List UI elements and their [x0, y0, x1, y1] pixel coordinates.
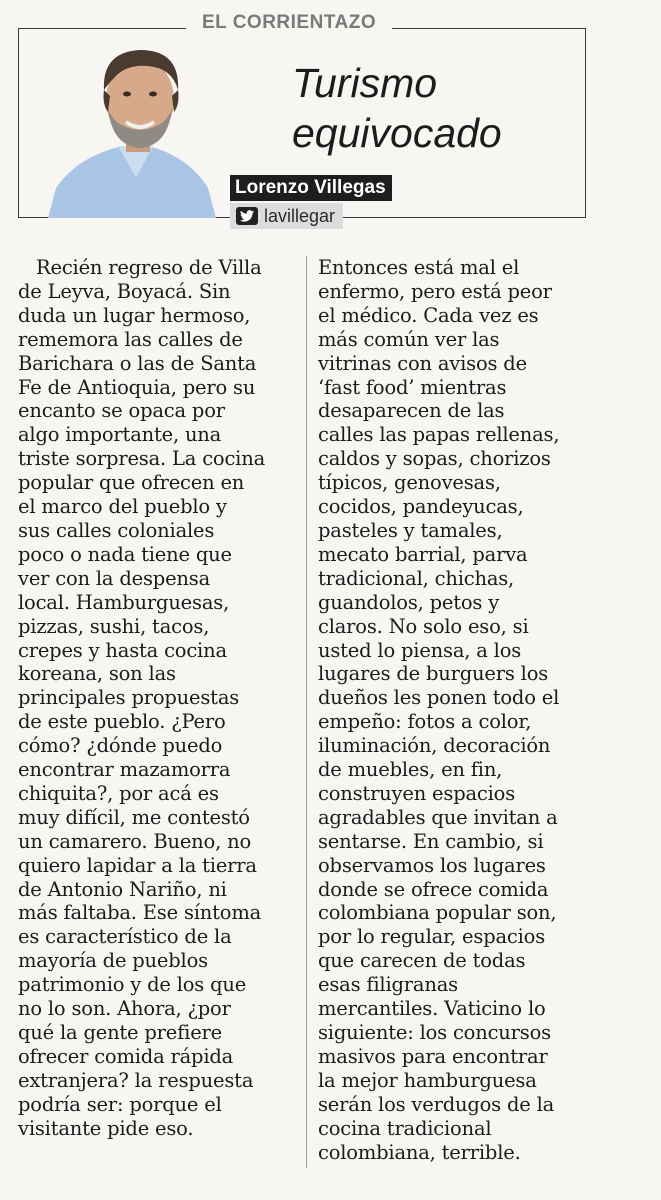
article-line: local. Hamburguesas,	[18, 590, 230, 614]
article-line: popular que ofrecen en	[18, 471, 245, 495]
article-line: serán los verdugos de la	[318, 1092, 555, 1116]
article-line: caldos y sopas, chorizos	[318, 447, 551, 471]
article-line: construyen espacios	[318, 781, 516, 805]
article-line: ‘fast food’ mientras	[318, 375, 507, 399]
article-line: extranjera? la respuesta	[18, 1068, 254, 1092]
article-line: cocina tradicional	[318, 1116, 492, 1140]
article-line: la mejor hamburguesa	[318, 1068, 537, 1092]
article-line: observamos los lugares	[318, 853, 546, 877]
article-line: rememora las calles de	[18, 327, 243, 351]
article-line: masivos para encontrar	[318, 1044, 548, 1068]
article-line: de este pueblo. ¿Pero	[18, 710, 226, 734]
article-line: cocidos, pandeyucas,	[318, 495, 524, 519]
article-line: lugares de burguers los	[318, 662, 549, 686]
article-column-right	[318, 256, 601, 1164]
article-line: el marco del pueblo y	[18, 495, 227, 519]
article-line: mercantiles. Vaticino lo	[318, 997, 546, 1021]
article-line: podría ser: porque el	[18, 1092, 222, 1116]
section-label: EL CORRIENTAZO	[186, 12, 392, 34]
article-line: qué la gente prefiere	[18, 1021, 222, 1044]
article-line: no lo son. Ahora, ¿por	[18, 997, 231, 1021]
article-line: siguiente: los concursos	[318, 1021, 551, 1044]
column-divider	[306, 256, 307, 1168]
article-line: chiquita?, por acá es	[18, 781, 219, 805]
author-portrait	[48, 38, 223, 218]
article-line: sentarse. En cambio, si	[318, 829, 544, 853]
article-line: encanto se opaca por	[18, 399, 225, 423]
article-line: encontrar mazamorra	[18, 758, 231, 782]
headline-line-1: Turismo	[292, 60, 438, 106]
article-line: sus calles coloniales	[18, 518, 215, 542]
article-line: iluminación, decoración	[318, 734, 551, 758]
article-line: triste sorpresa. La cocina	[18, 447, 265, 471]
article-line: principales propuestas	[18, 686, 240, 710]
article-line: es característico de la	[18, 925, 232, 949]
article-line: pizzas, sushi, tacos,	[18, 614, 210, 638]
article-line: colombiana, terrible.	[318, 1140, 521, 1164]
article-line: típicos, genovesas,	[318, 471, 501, 495]
article-line: visitante pide eso.	[18, 1116, 194, 1140]
article-line: más común ver las	[318, 327, 500, 351]
article-line: más faltaba. Ese síntoma	[18, 901, 262, 925]
article-line: desaparecen de las	[318, 399, 505, 423]
article-line: el médico. Cada vez es	[318, 303, 539, 327]
article-line: vitrinas con avisos de	[318, 351, 527, 375]
article-line: donde se ofrece comida	[318, 877, 549, 901]
author-photo-illustration	[48, 38, 223, 218]
article-line: usted lo piensa, a los	[318, 638, 522, 662]
article-line: calles las papas rellenas,	[318, 423, 560, 447]
article-line: patrimonio y de los que	[18, 973, 247, 997]
article-line: algo importante, una	[18, 423, 222, 447]
article-column-left	[18, 256, 301, 1141]
article-line: mecato barrial, parva	[318, 542, 528, 566]
article-line: empeño: fotos a color,	[318, 710, 532, 734]
article-line: ofrecer comida rápida	[18, 1044, 234, 1068]
article-headline	[292, 58, 582, 158]
article-line: claros. No solo eso, si	[318, 614, 529, 638]
article-line: muy difícil, me contestó	[18, 805, 250, 829]
article-line: koreana, son las	[18, 662, 176, 686]
article-line: que carecen de todas	[318, 949, 526, 973]
page-bottom-margin	[0, 1168, 661, 1200]
article-line: Barichara o las de Santa	[18, 351, 257, 375]
article-line: duda un lugar hermoso,	[18, 303, 251, 327]
article-line: mayoría de pueblos	[18, 949, 208, 973]
article-line: un camarero. Bueno, no	[18, 829, 251, 853]
article-line: crepes y hasta cocina	[18, 638, 227, 662]
article-line: pasteles y tamales,	[318, 518, 503, 542]
headline-line-2: equivocado	[292, 110, 502, 156]
author-name: Lorenzo Villegas	[230, 175, 392, 201]
article-line: enfermo, pero está peor	[318, 279, 552, 303]
article-line: Entonces está mal el	[318, 256, 520, 279]
article-line: tradicional, chichas,	[318, 566, 515, 590]
article-line: de muebles, en fin,	[318, 758, 503, 782]
author-handle-text: lavillegar	[264, 206, 336, 226]
article-line: Recién regreso de Villa	[18, 256, 262, 279]
article-line: de Leyva, Boyacá. Sin	[18, 279, 231, 303]
article-line: poco o nada tiene que	[18, 542, 232, 566]
article-line: Fe de Antioquia, pero su	[18, 375, 256, 399]
article-line: por lo regular, espacios	[318, 925, 546, 949]
author-handle	[230, 203, 343, 229]
article-line: colombiana popular son,	[318, 901, 557, 925]
article-line: quiero lapidar a la tierra	[18, 853, 257, 877]
article-line: agradables que invitan a	[318, 805, 558, 829]
twitter-icon	[236, 207, 258, 225]
article-line: ver con la despensa	[18, 566, 210, 590]
article-line: esas filigranas	[318, 973, 458, 997]
article-line: dueños les ponen todo el	[318, 686, 560, 710]
article-line: de Antonio Nariño, ni	[18, 877, 227, 901]
article-line: cómo? ¿dónde puedo	[18, 734, 223, 758]
article-line: guandolos, petos y	[318, 590, 500, 614]
